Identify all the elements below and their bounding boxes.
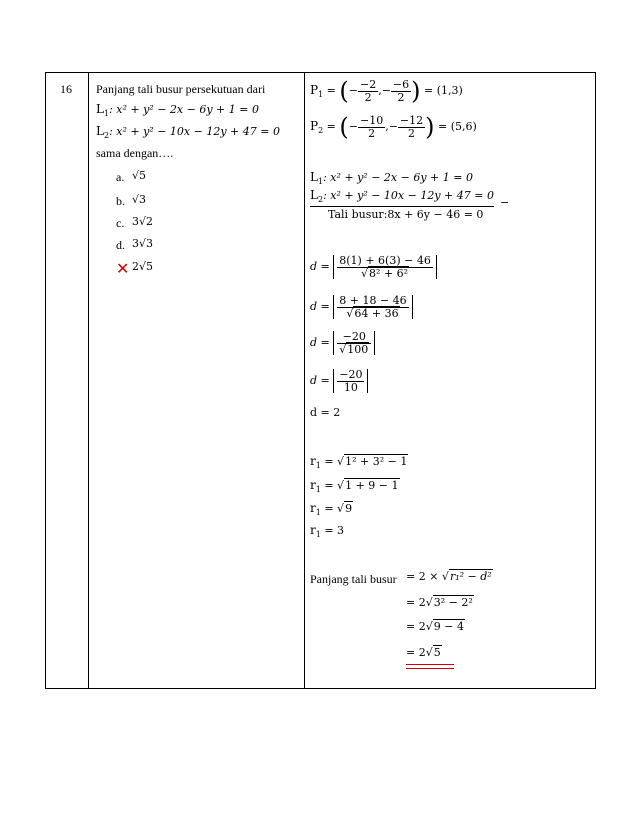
chord-step-2: = 2√3² − 2² xyxy=(406,596,473,609)
radius-result: $r_1 = 3$ xyxy=(310,523,345,540)
option-value: √3 xyxy=(132,193,147,206)
option-value: 2√5 xyxy=(132,260,154,273)
column-divider xyxy=(88,73,89,688)
midpoint-p1: $P_1$ = (− $\frac{-2}{2}$ ,− $\frac{-6}{2}$ ) = (1,3) xyxy=(310,77,463,105)
chord-length-label: Panjang tali busur xyxy=(310,572,397,586)
answer-underline xyxy=(406,668,454,669)
chord-step-3: = 2√9 − 4 xyxy=(406,620,464,633)
question-suffix: sama dengan…. xyxy=(96,146,174,160)
distance-step-4: d = $\frac{-20}{10}$ xyxy=(310,369,368,393)
chord-step-1: = 2 × √r₁² − d² xyxy=(406,570,492,583)
common-chord-equation: Tali busur:8x + 6y − 46 = 0 xyxy=(328,208,484,221)
distance-step-2: d = $\frac{8 + 18 - 46}{√64 + 36}$ xyxy=(310,295,413,319)
distance-step-3: d = $\frac{-20}{√100}$ xyxy=(310,331,375,355)
answer-cross-mark: ✕ xyxy=(116,261,130,278)
option-value: 3√3 xyxy=(132,237,154,250)
subtraction-sign: − xyxy=(500,196,510,209)
column-divider xyxy=(304,73,305,688)
question-circle-l2: $L_2$: x² + y² − 10x − 12y + 47 = 0 xyxy=(96,124,280,141)
option-value: √5 xyxy=(132,169,147,182)
option-letter: b. xyxy=(116,194,125,208)
answer-underline xyxy=(406,664,454,665)
question-circle-l1: $L_1$: x² + y² − 2x − 6y + 1 = 0 xyxy=(96,102,259,119)
radius-step-3: $r_1 = √9$ xyxy=(310,501,353,518)
option-value: 3√2 xyxy=(132,215,154,228)
midpoint-p2: $P_2$ = (− $\frac{-10}{2}$ ,− $\frac{-12}{2}$ ) = (5,6) xyxy=(310,113,477,141)
question-text: Panjang tali busur persekutuan dari xyxy=(96,82,266,96)
distance-step-1: d = $\frac{8(1) + 6(3) - 46}{\text{√8² + 6²}}$ xyxy=(310,255,437,279)
answer-table xyxy=(45,72,596,689)
radius-step-1: $r_1 = √1^2 + 3^2 - 1$ xyxy=(310,454,408,471)
circle-l1-equation: $L_1$: x² + y² − 2x − 6y + 1 = 0 xyxy=(310,170,473,187)
radius-step-2: $r_1 = √1 + 9 - 1$ xyxy=(310,478,399,495)
option-letter: c. xyxy=(116,216,125,230)
question-number: 16 xyxy=(60,82,72,96)
distance-result: d = 2 xyxy=(310,406,341,419)
circle-l2-equation: $L_2$: x² + y² − 10x − 12y + 47 = 0 xyxy=(310,189,494,207)
option-letter: a. xyxy=(116,170,125,184)
chord-result: = 2√5 xyxy=(406,646,441,659)
option-letter: d. xyxy=(116,238,125,252)
